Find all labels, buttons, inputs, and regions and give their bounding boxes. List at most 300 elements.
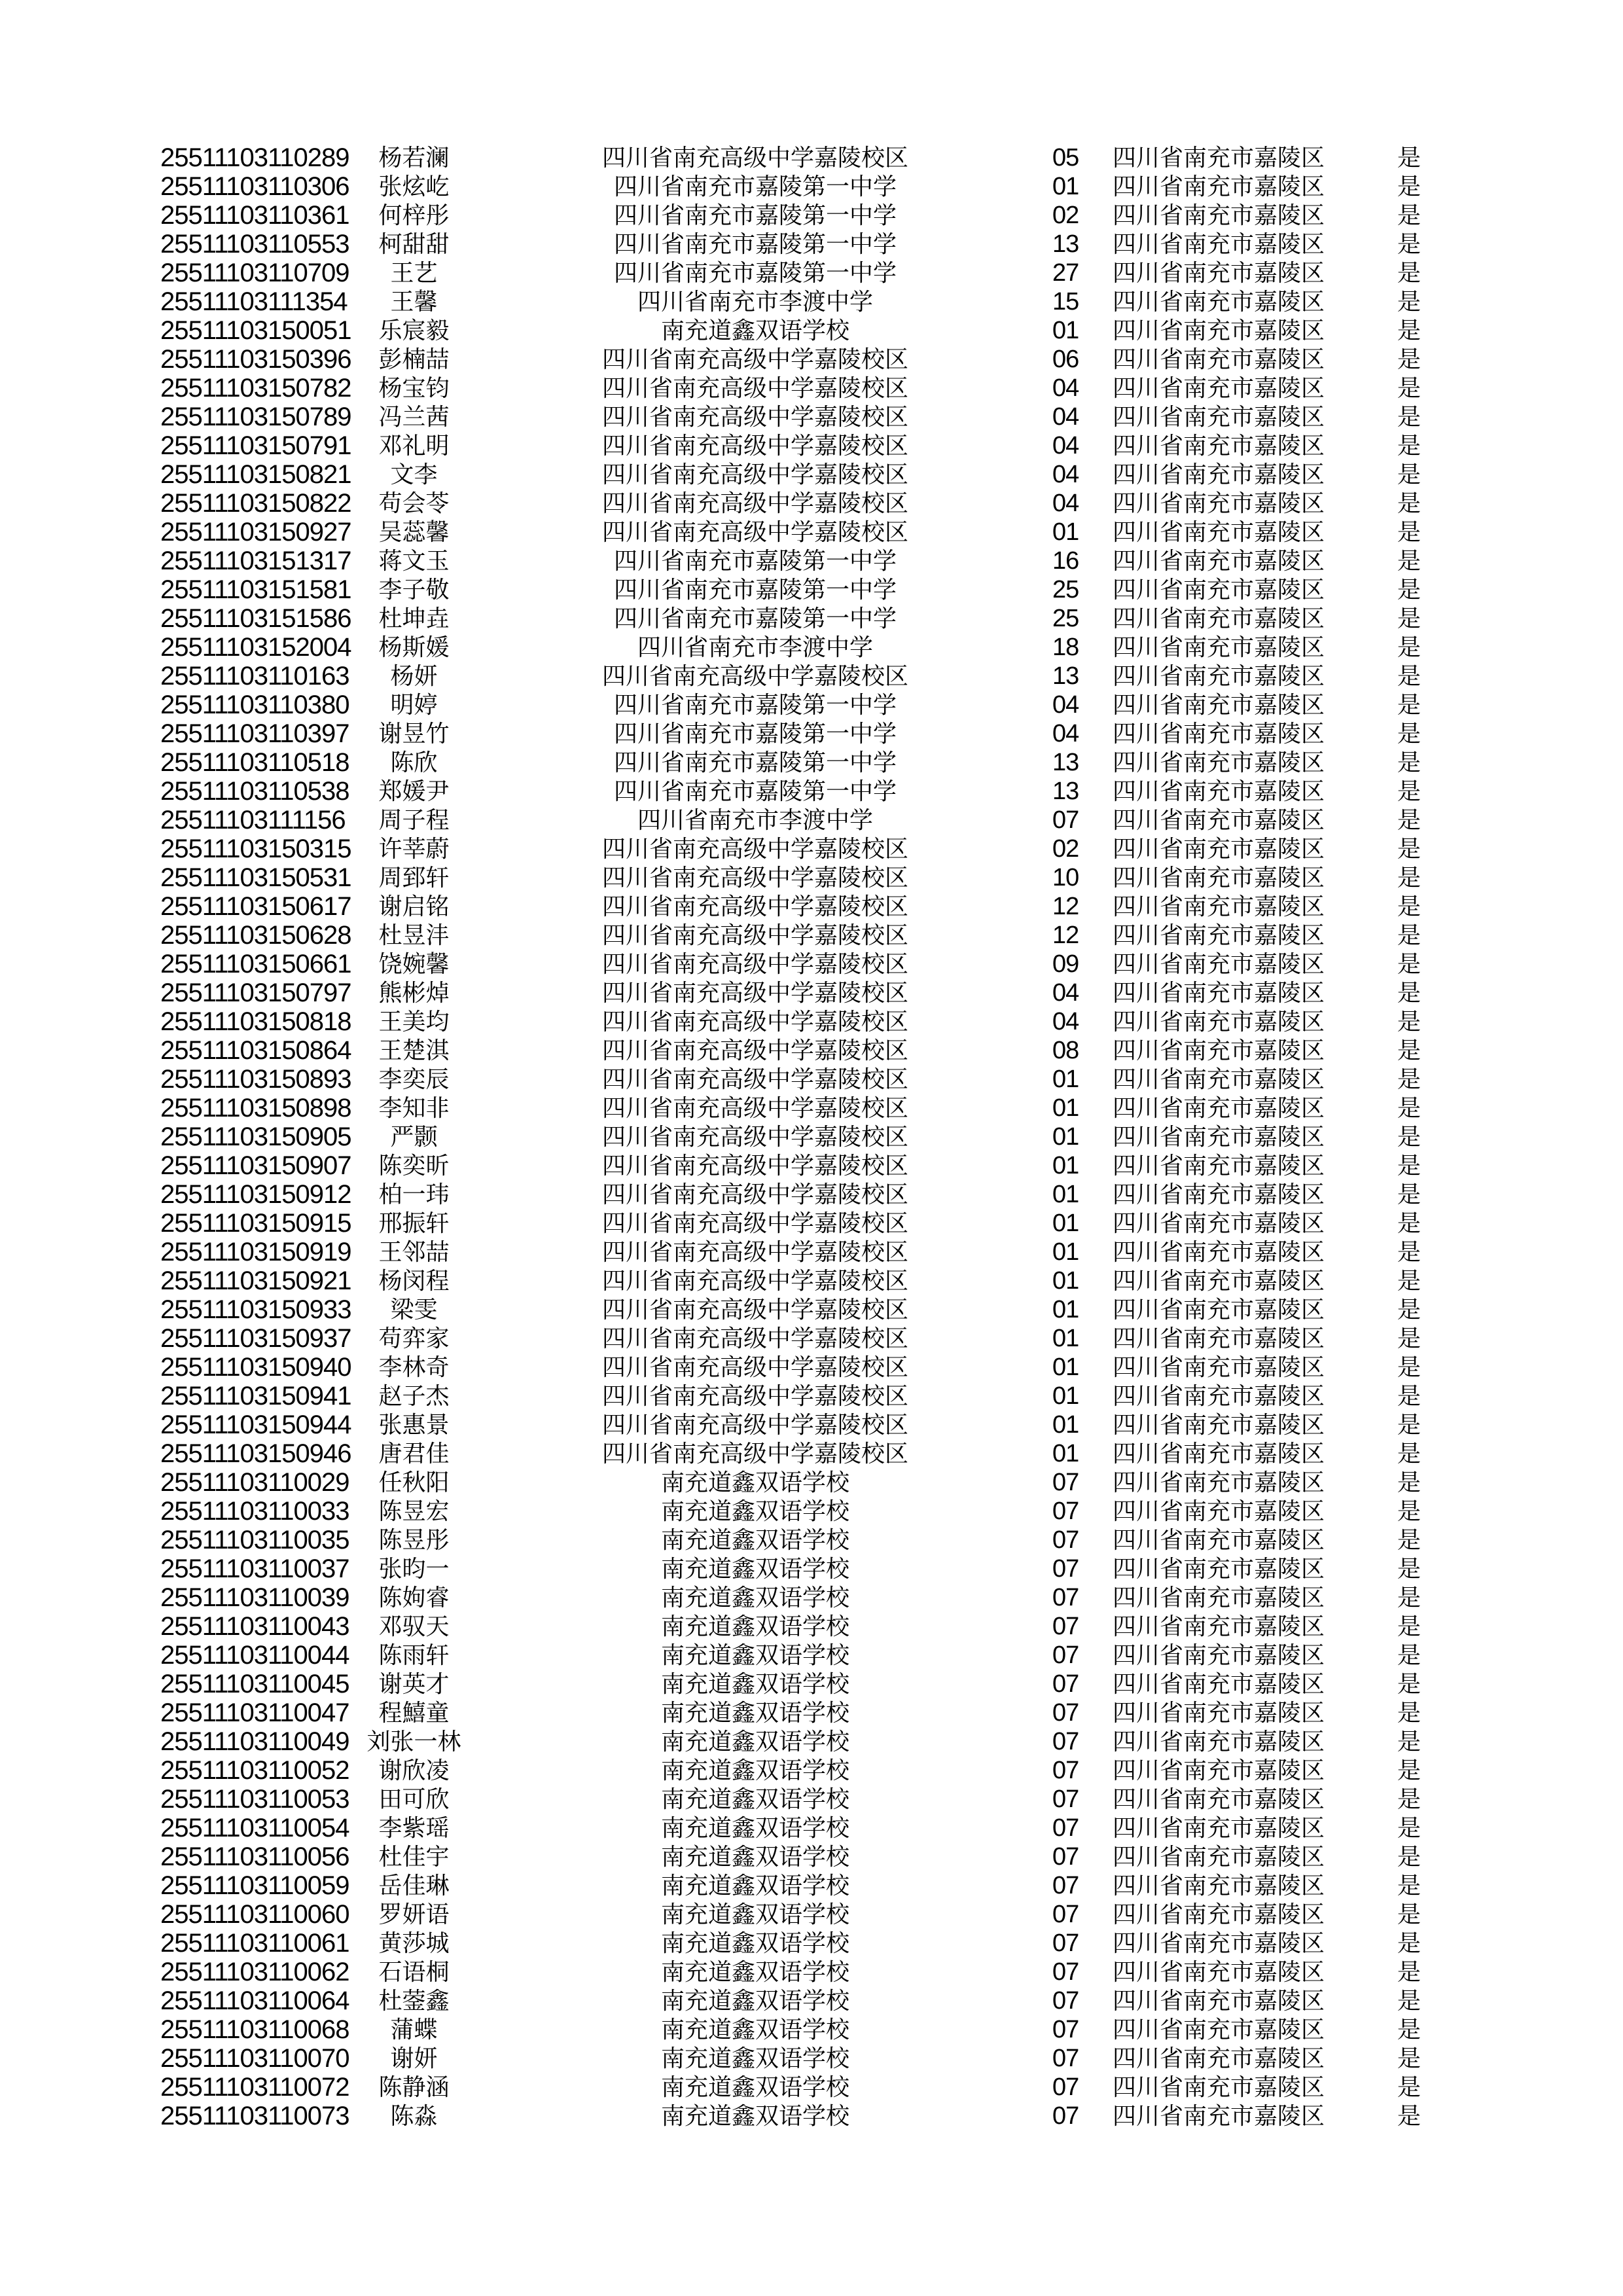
table-row [0,1036,1623,1065]
school-name-cell: 四川省南充市嘉陵第一中学 [613,749,897,776]
confirmation-flag-cell: 是 [1397,721,1421,747]
district-cell: 四川省南充市嘉陵区 [1112,231,1325,257]
candidate-name-cell: 张昀一 [378,1556,450,1582]
candidate-id-cell: 25511103150944 [160,1410,351,1439]
table-row [0,259,1623,287]
confirmation-flag-cell: 是 [1397,1930,1421,1956]
school-name-cell: 南充道鑫双语学校 [660,2103,849,2129]
candidate-name-cell: 严颢 [390,1124,438,1150]
confirmation-flag-cell: 是 [1397,1354,1421,1380]
candidate-id-cell: 25511103110029 [160,1468,349,1497]
school-name-cell: 南充道鑫双语学校 [660,1844,849,1870]
table-row [0,1670,1623,1698]
candidate-name-cell: 饶婉馨 [378,951,450,977]
class-code-cell: 13 [1052,662,1079,690]
district-cell: 四川省南充市嘉陵区 [1112,1613,1325,1640]
candidate-id-cell: 25511103110709 [160,259,349,287]
table-row [0,1612,1623,1641]
table-row [0,575,1623,604]
candidate-id-cell: 25511103152004 [160,633,351,662]
school-name-cell: 南充道鑫双语学校 [660,1815,849,1841]
class-code-cell: 25 [1052,605,1079,632]
table-row [0,662,1623,691]
confirmation-flag-cell: 是 [1397,1498,1421,1524]
confirmation-flag-cell: 是 [1397,461,1421,488]
confirmation-flag-cell: 是 [1397,1556,1421,1582]
table-row [0,1266,1623,1295]
candidate-id-cell: 25511103110049 [160,1727,349,1756]
school-name-cell: 南充道鑫双语学校 [660,1988,849,2014]
confirmation-flag-cell: 是 [1397,1988,1421,2014]
confirmation-flag-cell: 是 [1397,980,1421,1006]
confirmation-flag-cell: 是 [1397,1297,1421,1323]
school-name-cell: 南充道鑫双语学校 [660,1729,849,1755]
candidate-name-cell: 蒋文玉 [378,548,450,574]
candidate-id-cell: 25511103110538 [160,777,349,806]
confirmation-flag-cell: 是 [1397,1268,1421,1294]
confirmation-flag-cell: 是 [1397,807,1421,833]
district-cell: 四川省南充市嘉陵区 [1112,1642,1325,1668]
confirmation-flag-cell: 是 [1397,1901,1421,1928]
school-name-cell: 四川省南充高级中学嘉陵校区 [601,375,908,401]
candidate-id-cell: 25511103150933 [160,1295,351,1324]
class-code-cell: 04 [1052,403,1079,431]
district-cell: 四川省南充市嘉陵区 [1112,663,1325,689]
school-name-cell: 南充道鑫双语学校 [660,1527,849,1553]
candidate-id-cell: 25511103150946 [160,1439,351,1468]
school-name-cell: 四川省南充高级中学嘉陵校区 [601,980,908,1006]
candidate-id-cell: 25511103150821 [160,460,351,489]
confirmation-flag-cell: 是 [1397,260,1421,286]
district-cell: 四川省南充市嘉陵区 [1112,692,1325,718]
candidate-id-cell: 25511103150937 [160,1324,351,1353]
candidate-name-cell: 郑媛尹 [378,778,450,804]
class-code-cell: 02 [1052,835,1079,863]
table-row [0,1410,1623,1439]
district-cell: 四川省南充市嘉陵区 [1112,721,1325,747]
confirmation-flag-cell: 是 [1397,2045,1421,2072]
candidate-name-cell: 杜坤垚 [378,605,450,632]
table-row [0,316,1623,345]
table-row [0,2015,1623,2044]
district-cell: 四川省南充市嘉陵区 [1112,893,1325,920]
table-row [0,806,1623,834]
school-name-cell: 四川省南充高级中学嘉陵校区 [601,865,908,891]
district-cell: 四川省南充市嘉陵区 [1112,2017,1325,2043]
district-cell: 四川省南充市嘉陵区 [1112,980,1325,1006]
table-row [0,921,1623,950]
class-code-cell: 08 [1052,1037,1079,1064]
candidate-name-cell: 明婷 [390,692,438,718]
district-cell: 四川省南充市嘉陵区 [1112,778,1325,804]
school-name-cell: 四川省南充高级中学嘉陵校区 [601,1037,908,1064]
candidate-id-cell: 25511103150864 [160,1036,351,1065]
confirmation-flag-cell: 是 [1397,893,1421,920]
table-row [0,2044,1623,2073]
table-row [0,1900,1623,1929]
candidate-name-cell: 柏一玮 [378,1181,450,1208]
school-name-cell: 南充道鑫双语学校 [660,1873,849,1899]
confirmation-flag-cell: 是 [1397,1642,1421,1668]
table-row [0,230,1623,259]
district-cell: 四川省南充市嘉陵区 [1112,836,1325,862]
class-code-cell: 02 [1052,202,1079,229]
district-cell: 四川省南充市嘉陵区 [1112,1441,1325,1467]
school-name-cell: 南充道鑫双语学校 [660,1757,849,1784]
table-row [0,1439,1623,1468]
candidate-name-cell: 杨闵程 [378,1268,450,1294]
confirmation-flag-cell: 是 [1397,1671,1421,1697]
school-name-cell: 四川省南充高级中学嘉陵校区 [601,490,908,516]
table-row [0,1641,1623,1670]
class-code-cell: 07 [1052,2073,1079,2101]
confirmation-flag-cell: 是 [1397,1412,1421,1438]
candidate-name-cell: 罗妍语 [378,1901,450,1928]
school-name-cell: 四川省南充高级中学嘉陵校区 [601,922,908,948]
class-code-cell: 13 [1052,230,1079,258]
candidate-name-cell: 李紫瑶 [378,1815,450,1841]
candidate-name-cell: 杜蓥鑫 [378,1988,450,2014]
district-cell: 四川省南充市嘉陵区 [1112,749,1325,776]
candidate-id-cell: 25511103151586 [160,604,351,633]
school-name-cell: 四川省南充高级中学嘉陵校区 [601,663,908,689]
table-row [0,950,1623,978]
candidate-id-cell: 25511103110306 [160,172,349,201]
confirmation-flag-cell: 是 [1397,1325,1421,1352]
confirmation-flag-cell: 是 [1397,1585,1421,1611]
candidate-id-cell: 25511103150315 [160,834,351,863]
confirmation-flag-cell: 是 [1397,1815,1421,1841]
candidate-name-cell: 杨若澜 [378,145,450,171]
confirmation-flag-cell: 是 [1397,749,1421,776]
confirmation-flag-cell: 是 [1397,433,1421,459]
candidate-id-cell: 25511103150927 [160,518,351,547]
school-name-cell: 南充道鑫双语学校 [660,2045,849,2072]
confirmation-flag-cell: 是 [1397,865,1421,891]
confirmation-flag-cell: 是 [1397,1383,1421,1409]
school-name-cell: 四川省南充高级中学嘉陵校区 [601,1066,908,1092]
candidate-id-cell: 25511103110045 [160,1670,349,1698]
district-cell: 四川省南充市嘉陵区 [1112,145,1325,171]
district-cell: 四川省南充市嘉陵区 [1112,1930,1325,1956]
candidate-id-cell: 25511103150940 [160,1353,351,1382]
table-row [0,345,1623,374]
school-name-cell: 四川省南充高级中学嘉陵校区 [601,1124,908,1150]
class-code-cell: 07 [1052,1757,1079,1784]
candidate-name-cell: 陈静涵 [378,2074,450,2100]
confirmation-flag-cell: 是 [1397,1757,1421,1784]
table-row [0,518,1623,547]
candidate-name-cell: 黄莎城 [378,1930,450,1956]
district-cell: 四川省南充市嘉陵区 [1112,1585,1325,1611]
class-code-cell: 01 [1052,1152,1079,1179]
class-code-cell: 16 [1052,547,1079,575]
district-cell: 四川省南充市嘉陵区 [1112,1786,1325,1812]
district-cell: 四川省南充市嘉陵区 [1112,1757,1325,1784]
candidate-id-cell: 25511103110035 [160,1526,349,1554]
candidate-name-cell: 吴蕊馨 [378,519,450,545]
district-cell: 四川省南充市嘉陵区 [1112,173,1325,200]
school-name-cell: 四川省南充市嘉陵第一中学 [613,173,897,200]
candidate-name-cell: 谢启铭 [378,893,450,920]
class-code-cell: 07 [1052,1843,1079,1871]
class-code-cell: 27 [1052,259,1079,287]
class-code-cell: 07 [1052,1958,1079,1986]
candidate-id-cell: 25511103110047 [160,1698,349,1727]
class-code-cell: 01 [1052,1094,1079,1122]
district-cell: 四川省南充市嘉陵区 [1112,1527,1325,1553]
candidate-name-cell: 熊彬焯 [378,980,450,1006]
candidate-name-cell: 李知非 [378,1095,450,1121]
confirmation-flag-cell: 是 [1397,202,1421,228]
candidate-name-cell: 邓礼明 [378,433,450,459]
district-cell: 四川省南充市嘉陵区 [1112,375,1325,401]
class-code-cell: 04 [1052,979,1079,1007]
candidate-id-cell: 25511103150915 [160,1209,351,1238]
confirmation-flag-cell: 是 [1397,1786,1421,1812]
class-code-cell: 07 [1052,1814,1079,1842]
candidate-name-cell: 冯兰茜 [378,404,450,430]
confirmation-flag-cell: 是 [1397,2017,1421,2043]
table-row [0,1180,1623,1209]
candidate-name-cell: 王美均 [378,1009,450,1035]
confirmation-flag-cell: 是 [1397,1613,1421,1640]
school-name-cell: 四川省南充高级中学嘉陵校区 [601,1268,908,1294]
school-name-cell: 四川省南充高级中学嘉陵校区 [601,1441,908,1467]
district-cell: 四川省南充市嘉陵区 [1112,1239,1325,1265]
class-code-cell: 07 [1052,1584,1079,1611]
district-cell: 四川省南充市嘉陵区 [1112,1556,1325,1582]
school-name-cell: 四川省南充高级中学嘉陵校区 [601,1297,908,1323]
candidate-id-cell: 25511103150617 [160,892,351,921]
school-name-cell: 四川省南充市嘉陵第一中学 [613,721,897,747]
school-name-cell: 四川省南充市嘉陵第一中学 [613,231,897,257]
confirmation-flag-cell: 是 [1397,289,1421,315]
school-name-cell: 四川省南充高级中学嘉陵校区 [601,1354,908,1380]
candidate-id-cell: 25511103110039 [160,1583,349,1612]
class-code-cell: 01 [1052,317,1079,344]
candidate-id-cell: 25511103150905 [160,1122,351,1151]
table-row [0,1238,1623,1266]
district-cell: 四川省南充市嘉陵区 [1112,404,1325,430]
table-row [0,1986,1623,2015]
candidate-name-cell: 田可欣 [378,1786,450,1812]
table-row [0,1007,1623,1036]
school-name-cell: 四川省南充高级中学嘉陵校区 [601,1009,908,1035]
table-row [0,777,1623,806]
class-code-cell: 04 [1052,374,1079,402]
candidate-name-cell: 张惠景 [378,1412,450,1438]
school-name-cell: 四川省南充高级中学嘉陵校区 [601,433,908,459]
candidate-id-cell: 25511103111354 [160,287,348,316]
table-row [0,1583,1623,1612]
class-code-cell: 04 [1052,691,1079,719]
confirmation-flag-cell: 是 [1397,1959,1421,1985]
candidate-id-cell: 25511103150051 [160,316,351,345]
school-name-cell: 南充道鑫双语学校 [660,1498,849,1524]
class-code-cell: 01 [1052,1382,1079,1410]
district-cell: 四川省南充市嘉陵区 [1112,1124,1325,1150]
candidate-id-cell: 25511103110054 [160,1814,349,1842]
school-name-cell: 四川省南充市李渡中学 [637,807,873,833]
candidate-name-cell: 唐君佳 [378,1441,450,1467]
district-cell: 四川省南充市嘉陵区 [1112,1181,1325,1208]
confirmation-flag-cell: 是 [1397,922,1421,948]
confirmation-flag-cell: 是 [1397,1469,1421,1496]
class-code-cell: 05 [1052,144,1079,171]
class-code-cell: 07 [1052,2016,1079,2043]
candidate-id-cell: 25511103110361 [160,201,349,230]
school-name-cell: 四川省南充高级中学嘉陵校区 [601,951,908,977]
candidate-id-cell: 25511103150919 [160,1238,351,1266]
table-row [0,834,1623,863]
table-row [0,1151,1623,1180]
district-cell: 四川省南充市嘉陵区 [1112,1383,1325,1409]
confirmation-flag-cell: 是 [1397,519,1421,545]
school-name-cell: 南充道鑫双语学校 [660,1786,849,1812]
candidate-id-cell: 25511103110553 [160,230,349,259]
class-code-cell: 07 [1052,1872,1079,1899]
table-row [0,431,1623,460]
confirmation-flag-cell: 是 [1397,1441,1421,1467]
candidate-id-cell: 25511103150941 [160,1382,351,1410]
school-name-cell: 四川省南充高级中学嘉陵校区 [601,145,908,171]
candidate-id-cell: 25511103110073 [160,2102,349,2130]
district-cell: 四川省南充市嘉陵区 [1112,865,1325,891]
candidate-name-cell: 杨宝钧 [378,375,450,401]
confirmation-flag-cell: 是 [1397,548,1421,574]
district-cell: 四川省南充市嘉陵区 [1112,1988,1325,2014]
candidate-name-cell: 刘张一林 [366,1729,461,1755]
district-cell: 四川省南充市嘉陵区 [1112,1095,1325,1121]
class-code-cell: 07 [1052,1498,1079,1525]
confirmation-flag-cell: 是 [1397,1873,1421,1899]
district-cell: 四川省南充市嘉陵区 [1112,577,1325,603]
candidate-name-cell: 谢英才 [378,1671,450,1697]
confirmation-flag-cell: 是 [1397,634,1421,660]
class-code-cell: 10 [1052,864,1079,891]
confirmation-flag-cell: 是 [1397,2074,1421,2100]
class-code-cell: 13 [1052,778,1079,805]
candidate-id-cell: 25511103110380 [160,691,349,719]
confirmation-flag-cell: 是 [1397,1066,1421,1092]
confirmation-flag-cell: 是 [1397,951,1421,977]
candidate-name-cell: 邓驭天 [378,1613,450,1640]
school-name-cell: 南充道鑫双语学校 [660,1642,849,1668]
candidate-id-cell: 25511103150782 [160,374,351,403]
candidate-id-cell: 25511103110289 [160,143,349,172]
confirmation-flag-cell: 是 [1397,404,1421,430]
candidate-id-cell: 25511103110043 [160,1612,349,1641]
candidate-id-cell: 25511103150893 [160,1065,351,1094]
table-row [0,172,1623,201]
district-cell: 四川省南充市嘉陵区 [1112,1844,1325,1870]
district-cell: 四川省南充市嘉陵区 [1112,1700,1325,1726]
school-name-cell: 南充道鑫双语学校 [660,1556,849,1582]
candidate-id-cell: 25511103110033 [160,1497,349,1526]
district-cell: 四川省南充市嘉陵区 [1112,1354,1325,1380]
candidate-id-cell: 25511103110052 [160,1756,349,1785]
confirmation-flag-cell: 是 [1397,605,1421,632]
table-row [0,978,1623,1007]
district-cell: 四川省南充市嘉陵区 [1112,433,1325,459]
district-cell: 四川省南充市嘉陵区 [1112,1210,1325,1236]
candidate-name-cell: 蒲蝶 [390,2017,438,2043]
confirmation-flag-cell: 是 [1397,1009,1421,1035]
district-cell: 四川省南充市嘉陵区 [1112,260,1325,286]
table-row [0,892,1623,921]
candidate-name-cell: 周子程 [378,807,450,833]
table-row [0,1756,1623,1785]
candidate-id-cell: 25511103110397 [160,719,349,748]
table-row [0,403,1623,431]
class-code-cell: 07 [1052,1929,1079,1957]
class-code-cell: 01 [1052,1210,1079,1237]
class-code-cell: 01 [1052,1123,1079,1151]
school-name-cell: 四川省南充高级中学嘉陵校区 [601,1239,908,1265]
confirmation-flag-cell: 是 [1397,490,1421,516]
school-name-cell: 四川省南充市嘉陵第一中学 [613,692,897,718]
table-row [0,1526,1623,1554]
confirmation-flag-cell: 是 [1397,1210,1421,1236]
class-code-cell: 01 [1052,1267,1079,1295]
candidate-id-cell: 25511103110061 [160,1929,349,1958]
table-row [0,719,1623,748]
candidate-name-cell: 陈姁睿 [378,1585,450,1611]
candidate-name-cell: 谢昱竹 [378,721,450,747]
table-row [0,633,1623,662]
class-code-cell: 01 [1052,1181,1079,1208]
class-code-cell: 07 [1052,2045,1079,2072]
confirmation-flag-cell: 是 [1397,2103,1421,2129]
school-name-cell: 四川省南充高级中学嘉陵校区 [601,836,908,862]
class-code-cell: 01 [1052,518,1079,546]
class-code-cell: 04 [1052,720,1079,747]
district-cell: 四川省南充市嘉陵区 [1112,1412,1325,1438]
school-name-cell: 南充道鑫双语学校 [660,1901,849,1928]
table-row [0,1871,1623,1900]
district-cell: 四川省南充市嘉陵区 [1112,1469,1325,1496]
candidate-id-cell: 25511103150797 [160,978,351,1007]
district-cell: 四川省南充市嘉陵区 [1112,922,1325,948]
table-row [0,1468,1623,1497]
school-name-cell: 四川省南充市李渡中学 [637,634,873,660]
class-code-cell: 04 [1052,1008,1079,1035]
table-row [0,1958,1623,1986]
school-name-cell: 四川省南充高级中学嘉陵校区 [601,1383,908,1409]
table-row [0,143,1623,172]
candidate-name-cell: 梁雯 [390,1297,438,1323]
district-cell: 四川省南充市嘉陵区 [1112,1009,1325,1035]
confirmation-flag-cell: 是 [1397,1527,1421,1553]
confirmation-flag-cell: 是 [1397,375,1421,401]
school-name-cell: 南充道鑫双语学校 [660,1700,849,1726]
district-cell: 四川省南充市嘉陵区 [1112,1815,1325,1841]
candidate-id-cell: 25511103150921 [160,1266,351,1295]
table-row [0,1065,1623,1094]
school-name-cell: 南充道鑫双语学校 [660,1930,849,1956]
candidate-name-cell: 王楚淇 [378,1037,450,1064]
school-name-cell: 四川省南充高级中学嘉陵校区 [601,1095,908,1121]
school-name-cell: 南充道鑫双语学校 [660,1469,849,1496]
confirmation-flag-cell: 是 [1397,1153,1421,1179]
candidate-id-cell: 25511103150396 [160,345,351,374]
candidate-id-cell: 25511103150912 [160,1180,351,1209]
class-code-cell: 01 [1052,173,1079,200]
class-code-cell: 25 [1052,576,1079,603]
school-name-cell: 南充道鑫双语学校 [660,2074,849,2100]
candidate-id-cell: 25511103110518 [160,748,349,777]
